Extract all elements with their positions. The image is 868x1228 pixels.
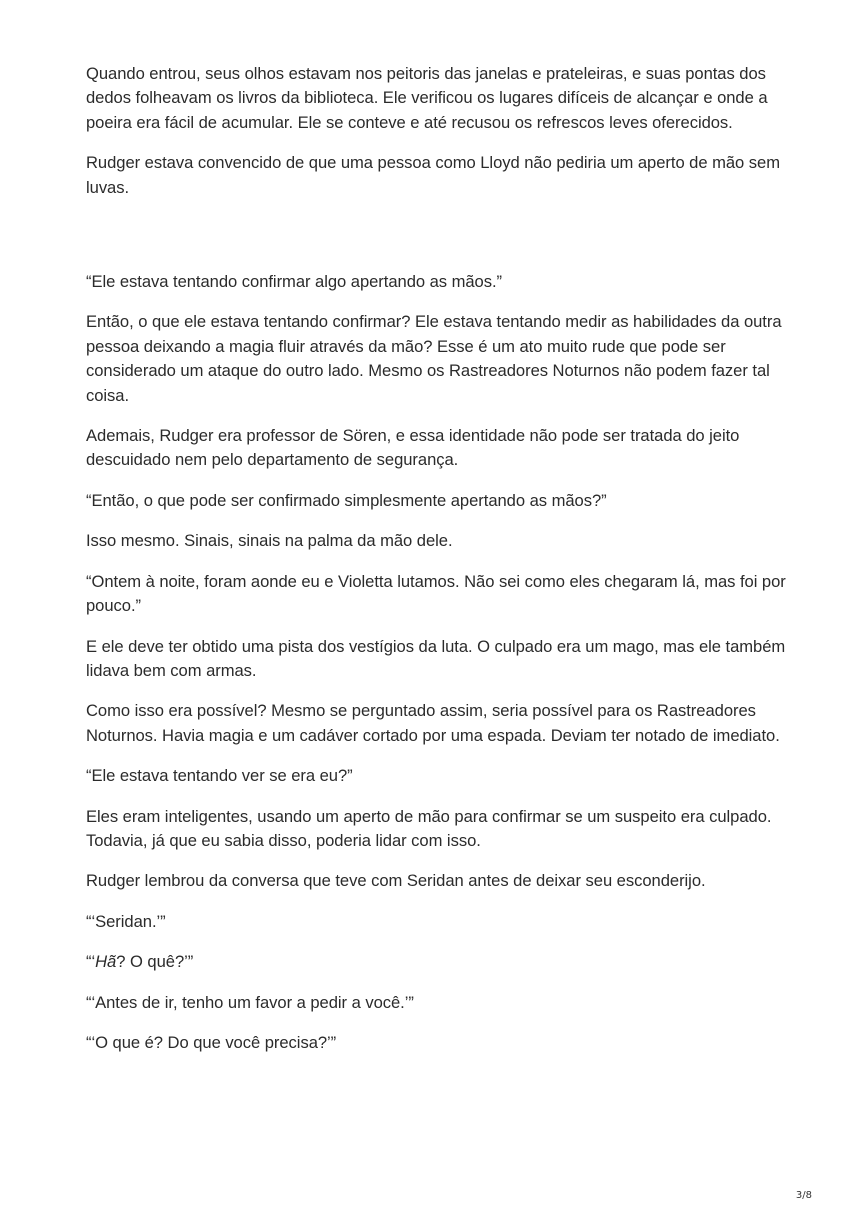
paragraph: “Ele estava tentando confirmar algo apertando as mãos.” xyxy=(86,272,503,292)
paragraph: Quando entrou, seus olhos estavam nos peitoris das janelas e prateleiras, e suas pontas dos dedos folheavam os livros da biblioteca. Ele verificou os lugares difíceis de alcançar e onde a poeira era fácil de acumular. Ele se conteve e até recusou os refrescos leves oferecidos. xyxy=(86,64,768,132)
dialogue-open-quote: “‘ xyxy=(86,952,96,972)
document-body xyxy=(86,62,786,1071)
dialogue-rest: ? O quê?’” xyxy=(116,952,194,972)
dialogue-italic-word: Hã xyxy=(95,952,117,972)
paragraph: Isso mesmo. Sinais, sinais na palma da mão dele. xyxy=(86,531,453,551)
paragraph: Então, o que ele estava tentando confirmar? Ele estava tentando medir as habilidades da outra pessoa deixando a magia fluir através da mão? Esse é um ato muito rude que pode ser considerado um ataque do outro lado. Mesmo os Rastreadores Noturnos não podem fazer tal coisa. xyxy=(86,312,782,405)
paragraph: Rudger lembrou da conversa que teve com Seridan antes de deixar seu esconderijo. xyxy=(86,871,706,891)
paragraph: Rudger estava convencido de que uma pessoa como Lloyd não pediria um aperto de mão sem luvas. xyxy=(86,153,780,197)
paragraph: Como isso era possível? Mesmo se perguntado assim, seria possível para os Rastreadores Noturnos. Havia magia e um cadáver cortado por uma espada. Deviam ter notado de imediato. xyxy=(86,701,780,745)
paragraph: E ele deve ter obtido uma pista dos vestígios da luta. O culpado era um mago, mas ele também lidava bem com armas. xyxy=(86,636,786,680)
paragraph: Eles eram inteligentes, usando um aperto de mão para confirmar se um suspeito era culpado. Todavia, já que eu sabia disso, poderia lidar com isso. xyxy=(86,806,772,850)
section-break xyxy=(86,216,786,270)
paragraph: “‘Seridan.’” xyxy=(86,911,166,931)
paragraph: “‘O que é? Do que você precisa?’” xyxy=(86,1032,337,1052)
paragraph: “‘Antes de ir, tenho um favor a pedir a você.’” xyxy=(86,992,414,1012)
paragraph: “Então, o que pode ser confirmado simplesmente apertando as mãos?” xyxy=(86,490,607,510)
page-number: 3/8 xyxy=(795,1190,812,1201)
paragraph: “Ele estava tentando ver se era eu?” xyxy=(86,766,353,786)
paragraph: “Ontem à noite, foram aonde eu e Violetta lutamos. Não sei como eles chegaram lá, mas foi por pouco.” xyxy=(86,571,786,616)
paragraph-dialogue-ha xyxy=(86,950,786,974)
paragraph: Ademais, Rudger era professor de Sören, e essa identidade não pode ser tratada do jeito descuidado nem pelo departamento de segurança. xyxy=(86,426,740,470)
